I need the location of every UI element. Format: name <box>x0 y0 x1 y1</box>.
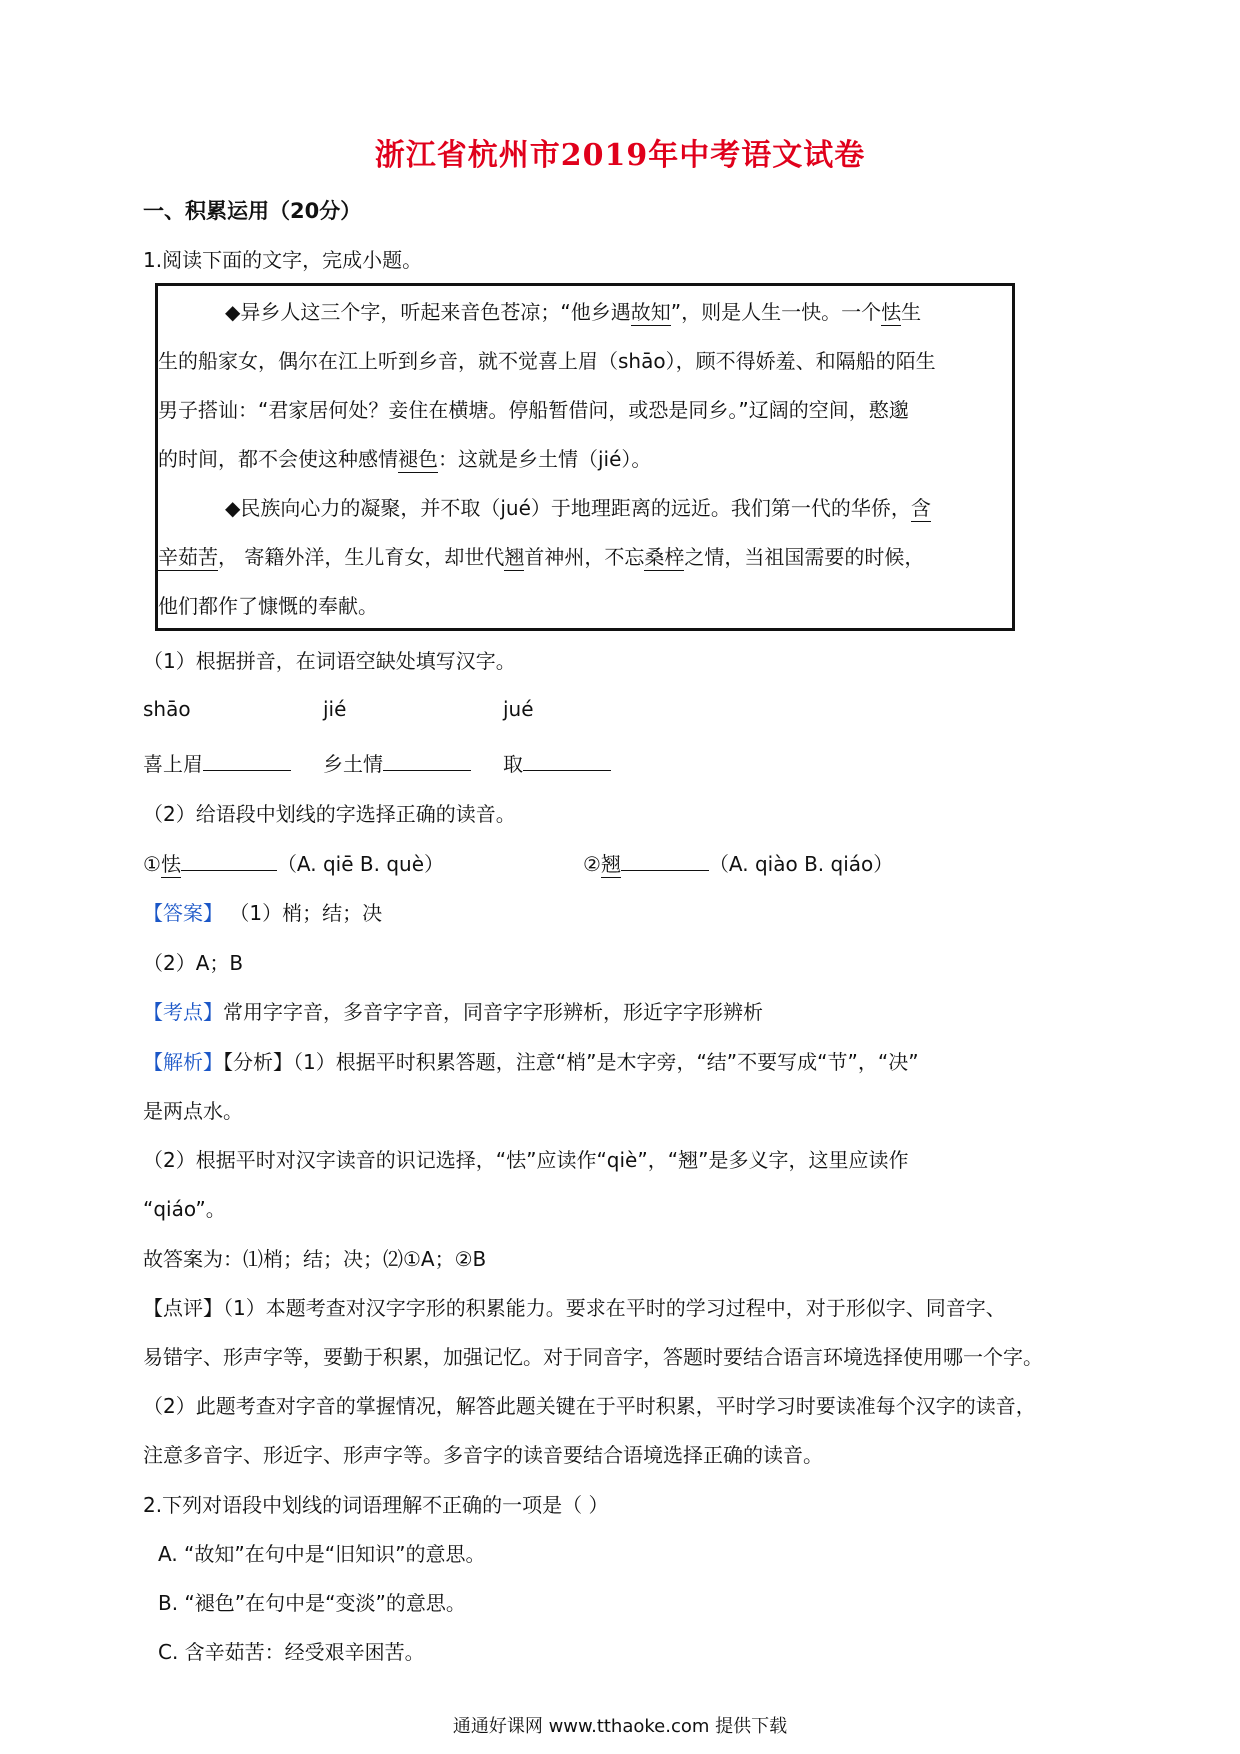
passage-text: ， 寄籍外洋，生儿育女，却世代 <box>218 545 505 569</box>
analysis-tag: 【解析】 <box>143 1050 223 1074</box>
underlined-char: 翘 <box>600 852 621 876</box>
pinyin-1: shāo <box>143 697 191 721</box>
underlined-tuise: 褪色 <box>398 447 438 471</box>
underlined-xinrukuu: 辛茹苦 <box>158 545 218 569</box>
underlined-char: 怯 <box>160 852 181 876</box>
blank-line <box>523 748 611 771</box>
page-footer: 通通好课网 www.tthaoke.com 提供下载 <box>452 1716 788 1737</box>
option-number: ② <box>583 852 601 876</box>
option-number: ① <box>143 852 161 876</box>
sub-question-1: （1）根据拼音，在词语空缺处填写汉字。 <box>143 649 516 673</box>
blank-line <box>383 748 471 771</box>
answer-line-1 <box>143 897 382 926</box>
review-line-2: 易错字、形声字等，要勤于积累，加强记忆。对于同音字，答题时要结合语言环境选择使用哪一个字。 <box>143 1345 1043 1369</box>
passage-text: ”，则是人生一快。一个 <box>670 300 882 324</box>
underlined-qiao: 翘 <box>504 545 525 569</box>
review-line-1: 【点评】（1）本题考查对汉字字形的积累能力。要求在平时的学习过程中，对于形似字、同音字、 <box>143 1296 1006 1320</box>
point-tag: 【考点】 <box>143 1000 223 1024</box>
fill-blank-1 <box>143 748 291 777</box>
passage-text: 首神州，不忘 <box>524 545 645 569</box>
passage-text: 的时间，都不会使这种感情 <box>158 447 398 471</box>
point-text: 常用字字音，多音字字音，同音字字形辨析，形近字字形辨析 <box>223 1000 763 1024</box>
word-qu: 取 <box>503 752 523 776</box>
underlined-guzhi: 故知 <box>630 300 671 324</box>
review-line-3: （2）此题考查对字音的掌握情况，解答此题关键在于平时积累，平时学习时要读准每个汉字的读音， <box>143 1394 1036 1418</box>
answer-text: （1）梢；结；决 <box>223 901 383 925</box>
blank-line <box>203 748 291 771</box>
analysis-line-3: （2）根据平时对汉字读音的识记选择，“怯”应读作“qiè”，“翘”是多义字，这里应读作 <box>143 1148 909 1172</box>
passage-line-6 <box>158 541 924 570</box>
choices: （A. qiào B. qiáo） <box>708 852 894 876</box>
passage-text: 之情，当祖国需要的时候， <box>684 545 925 569</box>
pinyin-2: jié <box>323 697 347 721</box>
analysis-line-4: “qiáo”。 <box>143 1197 226 1221</box>
analysis-text: 【分析】（1）根据平时积累答题，注意“梢”是木字旁，“结”不要写成“节”，“决” <box>223 1050 919 1074</box>
word-xiangtuqing: 乡土情 <box>323 752 383 776</box>
answer-line-2: （2）A；B <box>143 951 244 975</box>
question-1-prompt: 1.阅读下面的文字，完成小题。 <box>143 248 423 272</box>
fill-blank-2 <box>323 748 471 777</box>
passage-line-1 <box>225 296 921 325</box>
passage-text: ：这就是乡土情（jié）。 <box>438 447 652 471</box>
question-2-prompt: 2.下列对语段中划线的词语理解不正确的一项是（ ） <box>143 1493 609 1517</box>
passage-line-5 <box>225 492 931 521</box>
fill-blank-3 <box>503 748 611 777</box>
pronunciation-option-1 <box>143 848 444 877</box>
page-title: 浙江省杭州市2019年中考语文试卷 <box>374 138 866 173</box>
word-xishangmei: 喜上眉 <box>143 752 203 776</box>
point-line <box>143 996 763 1025</box>
q2-option-b: B. “褪色”在句中是“变淡”的意思。 <box>158 1591 466 1615</box>
underlined-han: 含 <box>910 496 931 520</box>
answer-tag: 【答案】 <box>143 901 223 925</box>
pinyin-3: jué <box>503 697 534 721</box>
passage-line-4 <box>158 443 651 472</box>
passage-text: ◆民族向心力的凝聚，并不取（jué）于地理距离的远近。我们第一代的华侨， <box>225 496 911 520</box>
passage-line-2: 生的船家女，偶尔在江上听到乡音，就不觉喜上眉（shāo），顾不得娇羞、和隔船的陌生 <box>158 349 936 373</box>
analysis-line-2: 是两点水。 <box>143 1099 243 1123</box>
blank-line <box>621 848 709 871</box>
passage-line-3: 男子搭讪：“君家居何处？妾住在横塘。停船暂借问，或恐是同乡。”辽阔的空间，憨邈 <box>158 398 909 422</box>
underlined-sangzi: 桑梓 <box>644 545 685 569</box>
analysis-line-1 <box>143 1046 919 1075</box>
q2-option-c: C. 含辛茹苦：经受艰辛困苦。 <box>158 1640 425 1664</box>
q2-option-a: A. “故知”在句中是“旧知识”的意思。 <box>158 1542 486 1566</box>
final-answer: 故答案为：⑴梢；结；决；⑵①A；②B <box>143 1247 487 1271</box>
passage-line-7: 他们都作了慷慨的奉献。 <box>158 594 378 618</box>
review-line-4: 注意多音字、形近字、形声字等。多音字的读音要结合语境选择正确的读音。 <box>143 1443 823 1467</box>
section-heading: 一、积累运用（20分） <box>143 199 362 223</box>
sub-question-2: （2）给语段中划线的字选择正确的读音。 <box>143 802 516 826</box>
choices: （A. qiē B. què） <box>276 852 445 876</box>
underlined-qie: 怯 <box>881 300 902 324</box>
blank-line <box>181 848 277 871</box>
passage-text: ◆异乡人这三个字，听起来音色苍凉；“他乡遇 <box>225 300 631 324</box>
pronunciation-option-2 <box>583 848 893 877</box>
passage-text: 生 <box>901 300 922 324</box>
